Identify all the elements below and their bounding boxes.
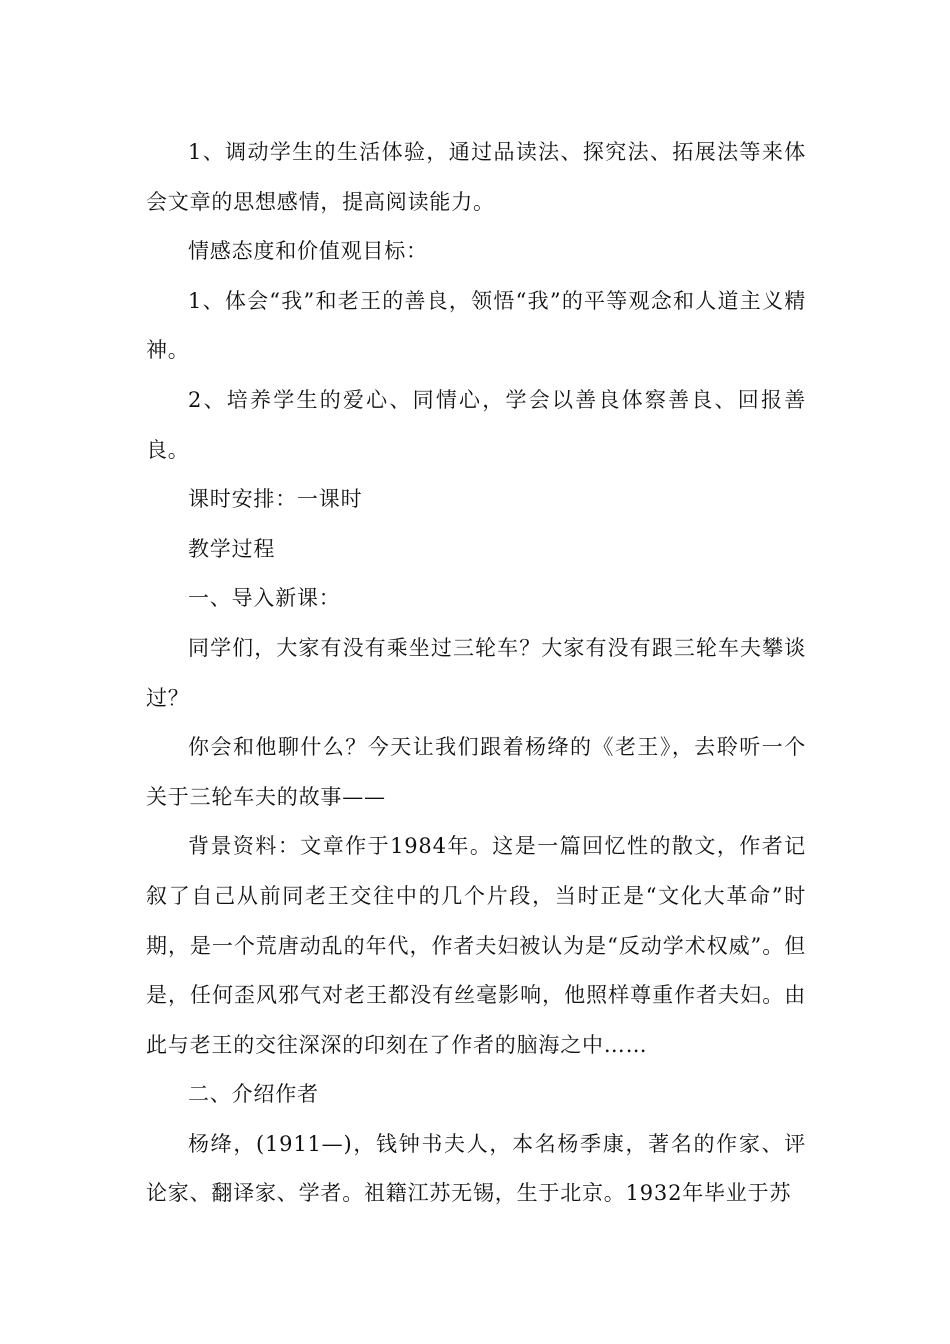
paragraph-section-author-heading: 二、介绍作者 [188, 1082, 319, 1107]
document-body [146, 128, 806, 1219]
paragraph-emotion-goal-1: 1、体会“我”和老王的善良，领悟“我”的平等观念和人道主义精神。 [146, 288, 806, 363]
paragraph-ability-goal: 1、调动学生的生活体验，通过品读法、探究法、拓展法等来体会文章的思想感情，提高阅读能力。 [146, 140, 806, 214]
paragraph-process-heading: 教学过程 [188, 536, 276, 561]
paragraph-author-bio: 杨绛，(1911—)，钱钟书夫人，本名杨季康，著名的作家、评论家、翻译家、学者。祖籍江苏无锡，生于北京。1932年毕业于苏 [146, 1131, 806, 1206]
paragraph-section-intro-heading: 一、导入新课： [188, 586, 341, 611]
paragraph-intro-question: 同学们，大家有没有乘坐过三轮车？大家有没有跟三轮车夫攀谈过？ [146, 635, 806, 710]
paragraph-emotion-goal-heading: 情感态度和价值观目标： [188, 239, 428, 264]
paragraph-schedule: 课时安排：一课时 [188, 487, 363, 512]
paragraph-background: 背景资料：文章作于1984年。这是一篇回忆性的散文，作者记叙了自己从前同老王交往中的几个片段，当时正是“文化大革命”时期，是一个荒唐动乱的年代，作者夫妇被认为是“反动学术权威”。但是，任何歪风邪气对老王都没有丝毫影响，他照样尊重作者夫妇。由此与老王的交往深深的印刻在了作者的脑海之中…… [146, 834, 806, 1057]
paragraph-emotion-goal-2: 2、培养学生的爱心、同情心，学会以善良体察善良、回报善良。 [146, 387, 806, 462]
paragraph-intro-story: 你会和他聊什么？今天让我们跟着杨绛的《老王》，去聆听一个关于三轮车夫的故事—— [146, 735, 806, 809]
